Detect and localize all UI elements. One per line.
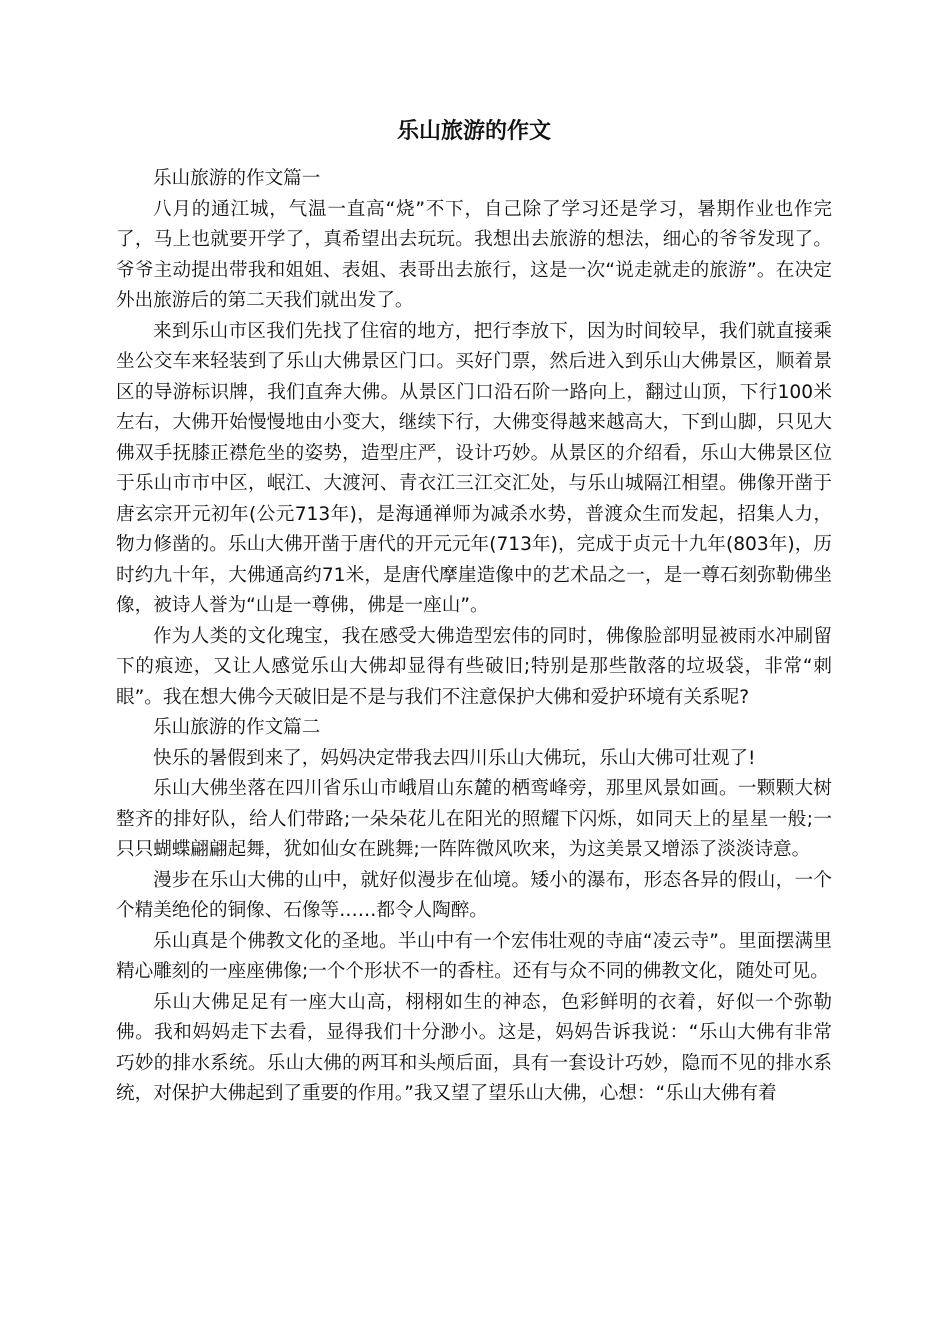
paragraph: 来到乐山市区我们先找了住宿的地方，把行李放下，因为时间较早，我们就直接乘坐公交车来轻装到了乐山大佛景区门口。买好门票，然后进入到乐山大佛景区，顺着景区的导游标识牌，我们直奔大佛。从景区门口沿石阶一路向上，翻过山顶，下行100米左右，大佛开始慢慢地由小变大，继续下行，大佛变得越来越高大，下到山脚，只见大佛双手抚膝正襟危坐的姿势，造型庄严，设计巧妙。从景区的介绍看，乐山大佛景区位于乐山市市中区，岷江、大渡河、青衣江三江交汇处，与乐山城隔江相望。佛像开凿于唐玄宗开元初年(公元713年)，是海通禅师为减杀水势，普渡众生而发起，招集人力，物力修凿的。乐山大佛开凿于唐代的开元元年(713年)，完成于贞元十九年(803年)，历时约九十年，大佛通高约71米，是唐代摩崖造像中的艺术品之一，是一尊石刻弥勒佛坐像，被诗人誉为“山是一尊佛，佛是一座山”。	[116, 320, 832, 616]
paragraph: 乐山真是个佛教文化的圣地。半山中有一个宏伟壮观的寺庙“凌云寺”。里面摆满里精心雕刻的一座座佛像;一个个形状不一的香柱。还有与众不同的佛教文化，随处可见。	[116, 930, 832, 982]
section-heading: 乐山旅游的作文篇一	[153, 168, 321, 189]
document-body	[116, 164, 832, 1110]
paragraph: 八月的通江城，气温一直高“烧”不下，自己除了学习还是学习，暑期作业也作完了，马上也就要开学了，真希望出去玩玩。我想出去旅游的想法，细心的爷爷发现了。爷爷主动提出带我和姐姐、表姐、表哥出去旅行，这是一次“说走就走的旅游”。在决定外出旅游后的第二天我们就出发了。	[116, 198, 832, 311]
paragraph: 作为人类的文化瑰宝，我在感受大佛造型宏伟的同时，佛像脸部明显被雨水冲刷留下的痕迹，又让人感觉乐山大佛却显得有些破旧;特别是那些散落的垃圾袋，非常“刺眼”。我在想大佛今天破旧是不是与我们不注意保护大佛和爱护环境有关系呢?	[116, 625, 832, 708]
section-heading: 乐山旅游的作文篇二	[153, 717, 321, 738]
document-title: 乐山旅游的作文	[396, 119, 551, 144]
paragraph: 漫步在乐山大佛的山中，就好似漫步在仙境。矮小的瀑布，形态各异的假山，一个个精美绝伦的铜像、石像等……都令人陶醉。	[116, 869, 832, 921]
paragraph: 乐山大佛足足有一座大山高，栩栩如生的神态，色彩鲜明的衣着，好似一个弥勒佛。我和妈妈走下去看，显得我们十分渺小。这是，妈妈告诉我说：“乐山大佛有非常巧妙的排水系统。乐山大佛的两耳和头颅后面，具有一套设计巧妙，隐而不见的排水系统，对保护大佛起到了重要的作用。”我又望了望乐山大佛，心想：“乐山大佛有着	[116, 991, 832, 1104]
paragraph: 乐山大佛坐落在四川省乐山市峨眉山东麓的栖鸾峰旁，那里风景如画。一颗颗大树整齐的排好队，给人们带路;一朵朵花儿在阳光的照耀下闪烁，如同天上的星星一般;一只只蝴蝶翩翩起舞，犹如仙女在跳舞;一阵阵微风吹来，为这美景又增添了淡淡诗意。	[116, 778, 832, 860]
paragraph: 快乐的暑假到来了，妈妈决定带我去四川乐山大佛玩，乐山大佛可壮观了!	[153, 747, 756, 769]
document-page	[116, 112, 832, 1110]
